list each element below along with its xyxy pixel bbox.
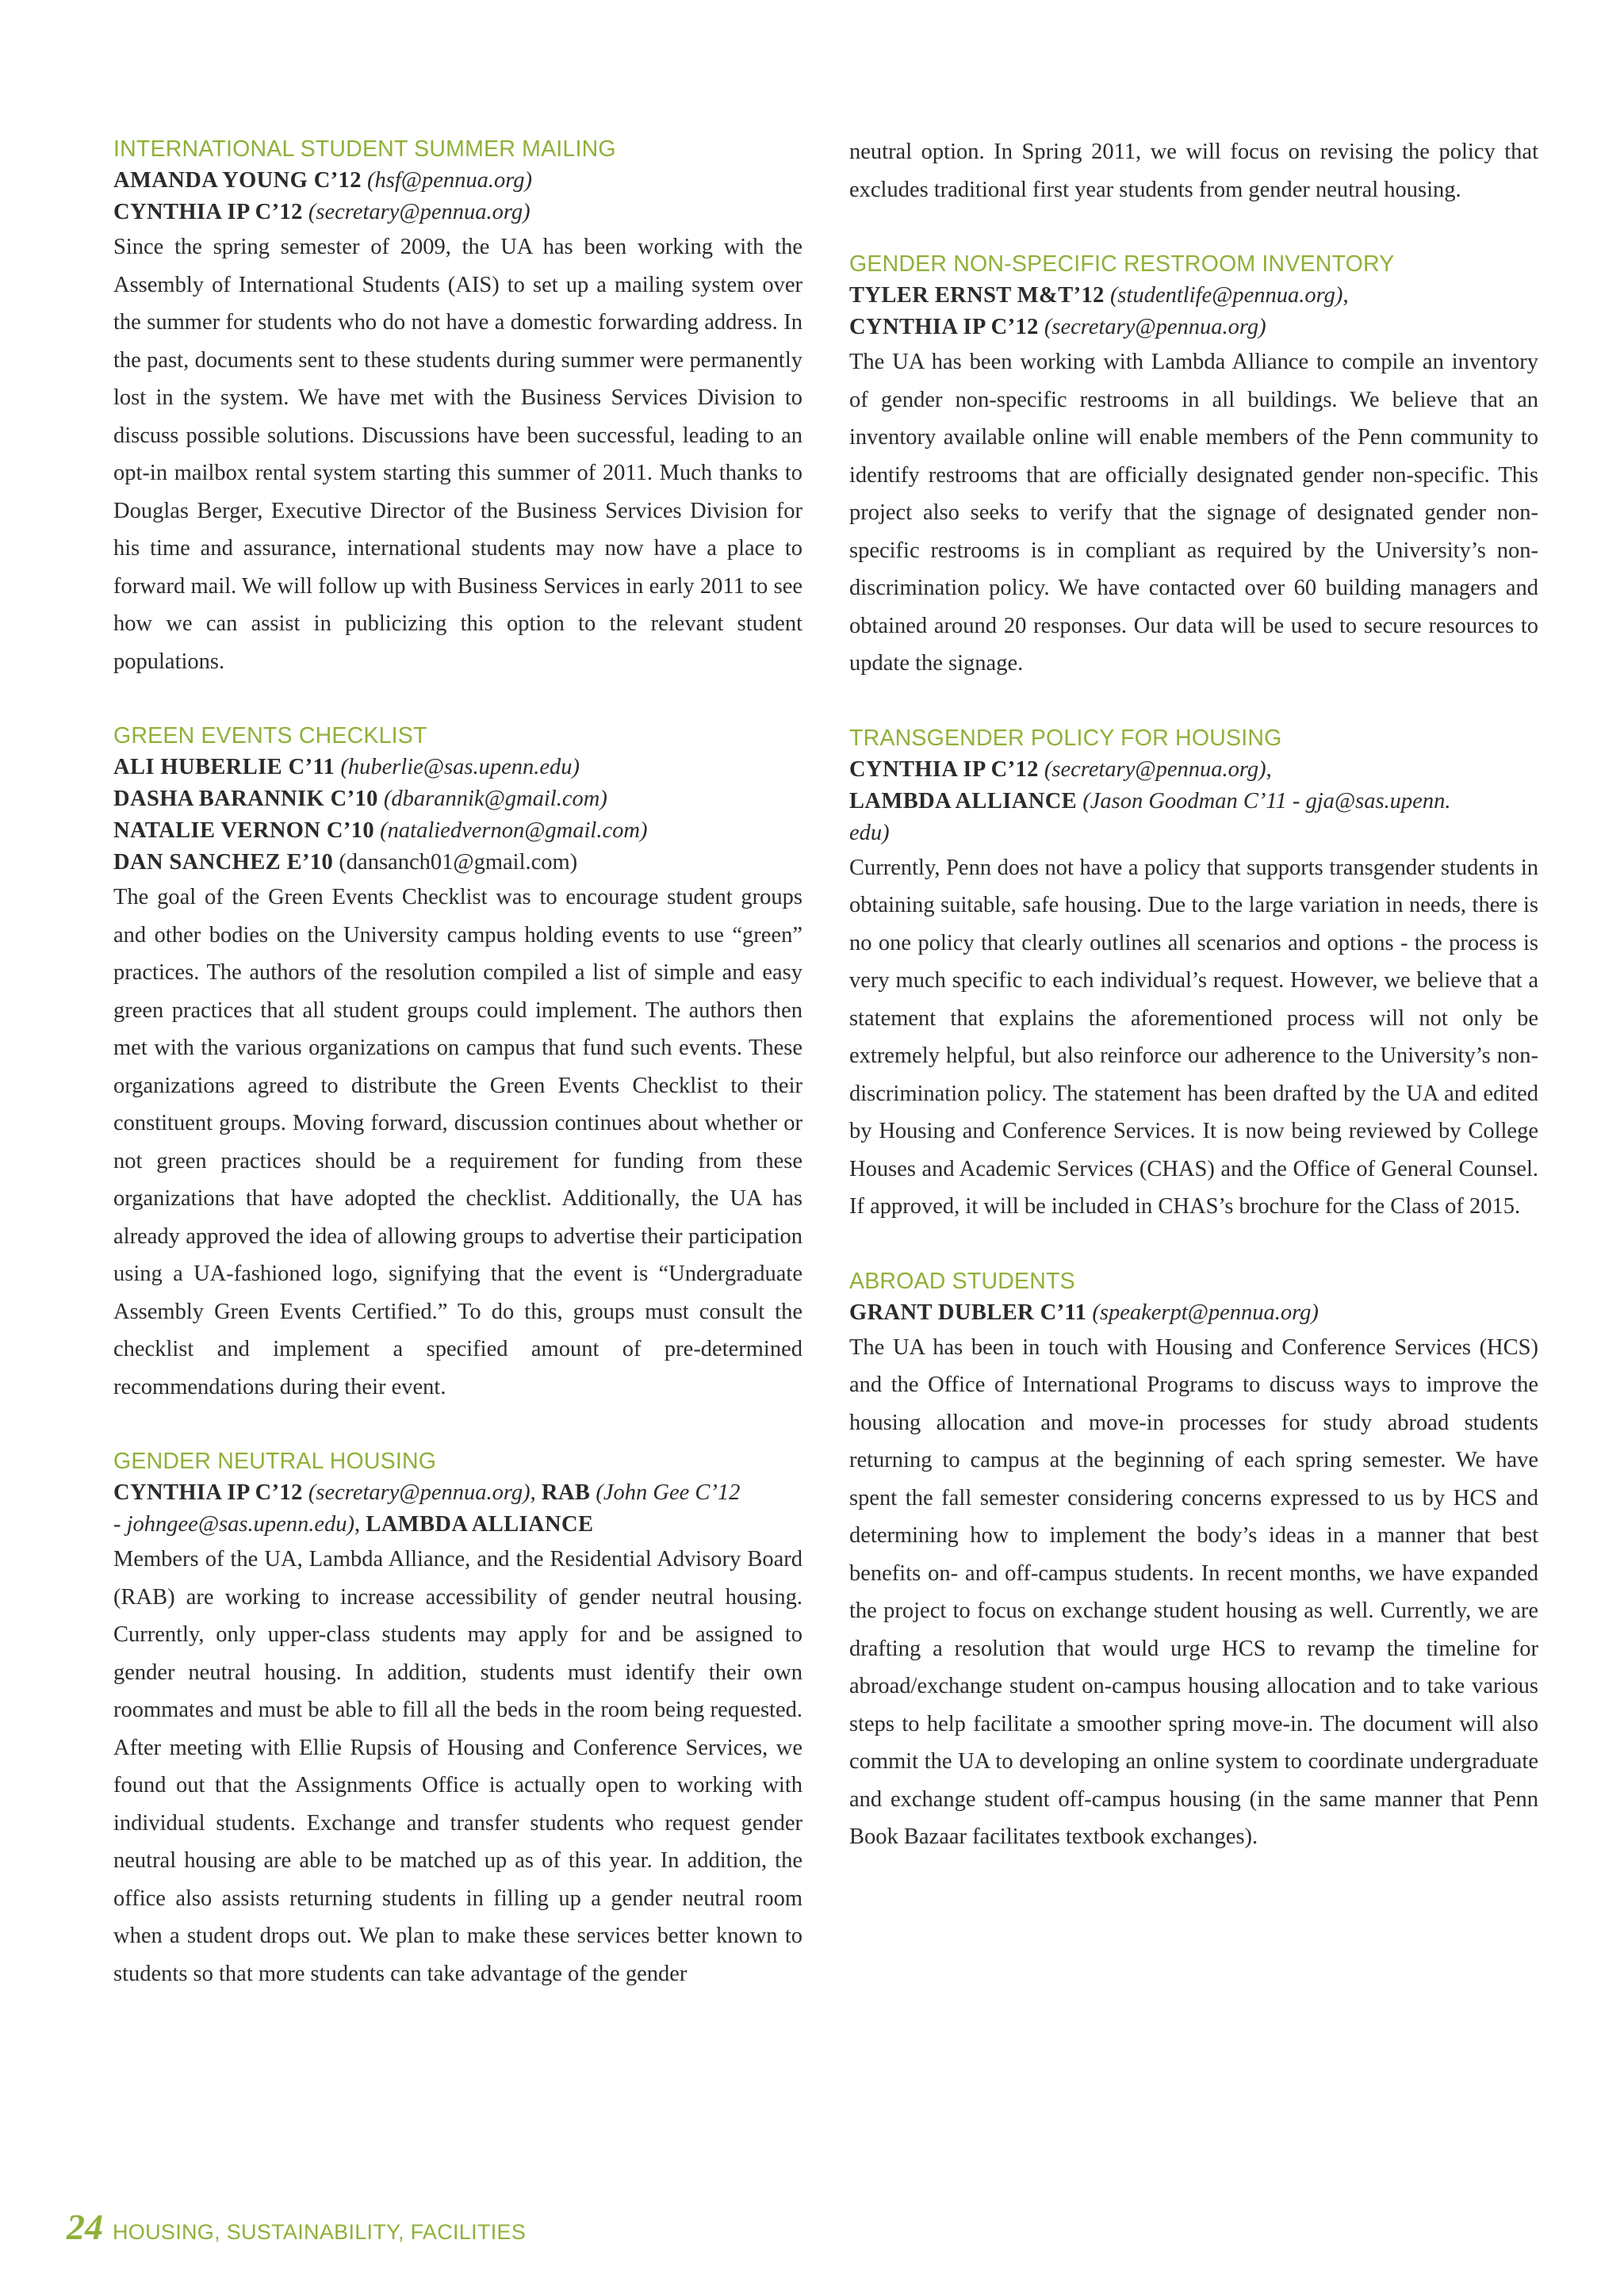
- author-email: (secretary@pennua.org): [308, 1480, 530, 1505]
- author-email: (dansanch01@gmail.com): [339, 850, 578, 875]
- section-heading: GREEN EVENTS CHECKLIST: [113, 723, 427, 748]
- section-transgender-policy: [849, 722, 1538, 1226]
- author-name: LAMBDA ALLIANCE: [366, 1512, 594, 1537]
- right-column: [849, 133, 1538, 1896]
- body-paragraph: neutral option. In Spring 2011, we will focus on revising the policy that excludes traditional first year students from gender neutral housing.: [849, 140, 1538, 202]
- author-line: [113, 1509, 802, 1541]
- separator: ,: [530, 1480, 542, 1505]
- section-heading: ABROAD STUDENTS: [849, 1268, 1075, 1294]
- author-line: [849, 1297, 1538, 1329]
- section-gender-neutral-housing: [113, 1445, 802, 1993]
- author-name: TYLER ERNST M&T’12: [849, 283, 1105, 308]
- body-paragraph: The UA has been in touch with Housing and Conference Services (HCS) and the Office of International Programs to discuss ways to improve the housing allocation and move-in processes for study abroad students returning to campus at the beginning of each spring semester. We have spent the fall semester considering concerns expressed to us by HCS and determining how to implement the body’s ideas in a manner that best benefits on- and off-campus students. In recent months, we have expanded the project to focus on exchange student housing as well. Currently, we are drafting a resolution that would urge HCS to revamp the timeline for abroad/exchange student on-campus housing allocation and to take various steps to help facilitate a smoother spring move-in. The document will also commit the UA to developing an online system to coordinate undergraduate and exchange student off-campus housing (in the same manner that Penn Book Bazaar facilitates textbook exchanges).: [849, 1334, 1538, 1849]
- section-international-mailing: [113, 133, 802, 680]
- author-line: [849, 312, 1538, 343]
- author-line: [113, 197, 802, 228]
- author-name: ALI HUBERLIE C’11: [113, 755, 335, 779]
- section-abroad-students: [849, 1265, 1538, 1856]
- separator: ,: [1342, 283, 1349, 308]
- author-email: (secretary@pennua.org): [1044, 315, 1266, 339]
- section-heading: INTERNATIONAL STUDENT SUMMER MAILING: [113, 136, 616, 162]
- separator: ,: [1266, 756, 1272, 782]
- author-email: (secretary@pennua.org): [308, 200, 530, 224]
- page-footer: [67, 2206, 526, 2245]
- author-email: (hsf@pennua.org): [367, 168, 533, 193]
- separator: ,: [354, 1512, 366, 1537]
- author-name: AMANDA YOUNG C’12: [113, 168, 362, 193]
- author-email: (studentlife@pennua.org): [1109, 283, 1343, 308]
- left-column: [113, 133, 802, 2032]
- author-name: GRANT DUBLER C’11: [849, 1300, 1087, 1325]
- author-line: [113, 847, 802, 879]
- author-email: (speakerpt@pennua.org): [1092, 1300, 1319, 1325]
- author-name: DAN SANCHEZ E’10: [113, 850, 334, 875]
- author-name: CYNTHIA IP C’12: [849, 315, 1039, 339]
- author-detail: (John Gee C’12: [596, 1480, 741, 1505]
- author-line: [113, 165, 802, 197]
- author-name: DASHA BARANNIK C’10: [113, 787, 378, 811]
- body-paragraph: The UA has been working with Lambda Alliance to compile an inventory of gender non-specific restrooms in all buildings. We believe that an inventory available online will enable members of the Penn community to identify restrooms that are officially designated gender non-specific. This project also seeks to verify that the signage of designated gender non-specific restrooms is in compliant as required by the University’s non-discrimination policy. We have contacted over 60 building managers and obtained around 20 responses. Our data will be used to secure resources to update the signage.: [849, 350, 1538, 676]
- author-line: [113, 752, 802, 783]
- author-email: (nataliedvernon@gmail.com): [380, 818, 648, 843]
- body-paragraph: Members of the UA, Lambda Alliance, and the Residential Advisory Board (RAB) are working to increase accessibility of gender neutral housing. Currently, only upper-class students may apply for and be assigned to gender neutral housing. In addition, students must identify their own roommates and must be able to fill all the beds in the room being requested. After meeting with Ellie Rupsis of Housing and Conference Services, we found out that the Assignments Office is actually open to working with individual students. Exchange and transfer students who request gender neutral housing are able to be matched up as of this year. In addition, the office also assists returning students in filling up a gender neutral room when a student drops out. We plan to make these services better known to students so that more students can take advantage of the gender: [113, 1547, 802, 1986]
- author-name: CYNTHIA IP C’12: [849, 756, 1039, 782]
- section-restroom-inventory: [849, 248, 1538, 683]
- continuation-block: [849, 133, 1538, 209]
- author-line: [849, 754, 1538, 786]
- section-heading: TRANSGENDER POLICY FOR HOUSING: [849, 725, 1282, 751]
- author-line: [113, 783, 802, 815]
- author-name: CYNTHIA IP C’12: [113, 1480, 303, 1505]
- body-paragraph: The goal of the Green Events Checklist was to encourage student groups and other bodies on the University campus holding events to use “green” practices. The authors of the resolution compiled a list of simple and easy green practices that all student groups could implement. The authors then met with the various organizations on campus that fund such events. These organizations agreed to distribute the Green Events Checklist to their constituent groups. Moving forward, discussion continues about whether or not green practices should be a requirement for funding from these organizations that have adopted the checklist. Additionally, the UA has already approved the idea of allowing groups to advertise their participation using a UA-fashioned logo, signifying that the event is “Undergraduate Assembly Green Events Certified.” To do this, groups must consult the checklist and implement a specified amount of pre-determined recommendations during their event.: [113, 885, 802, 1399]
- body-paragraph: Since the spring semester of 2009, the UA has been working with the Assembly of International Students (AIS) to set up a mailing system over the summer for students who do not have a domestic forwarding address. In the past, documents sent to these students during summer were permanently lost in the system. We have met with the Business Services Division to discuss possible solutions. Discussions have been successful, leading to an opt-in mailbox rental system starting this summer of 2011. Much thanks to Douglas Berger, Executive Director of the Business Services Division for his time and assurance, international students may now have a place to forward mail. We will follow up with Business Services in early 2011 to see how we can assist in publicizing this option to the relevant student populations.: [113, 235, 802, 674]
- author-name: CYNTHIA IP C’12: [113, 200, 303, 224]
- section-heading: GENDER NEUTRAL HOUSING: [113, 1449, 437, 1474]
- author-line: [113, 815, 802, 847]
- author-line: [849, 280, 1538, 312]
- section-green-events: [113, 720, 802, 1406]
- author-line: [113, 1477, 802, 1509]
- author-line: [849, 786, 1538, 817]
- footer-section-title: HOUSING, SUSTAINABILITY, FACILITIES: [113, 2220, 527, 2244]
- author-name: LAMBDA ALLIANCE: [849, 788, 1078, 814]
- author-email: (dbarannik@gmail.com): [383, 787, 607, 811]
- author-email: (huberlie@sas.upenn.edu): [340, 755, 580, 779]
- page-number: 24: [67, 2207, 103, 2247]
- author-detail: edu): [849, 820, 890, 845]
- author-line: [849, 817, 1538, 849]
- author-detail: (Jason Goodman C’11 - gja@sas.upenn.: [1082, 788, 1451, 814]
- author-detail: - johngee@sas.upenn.edu): [113, 1512, 355, 1537]
- section-heading: GENDER NON-SPECIFIC RESTROOM INVENTORY: [849, 251, 1395, 277]
- body-paragraph: Currently, Penn does not have a policy that supports transgender students in obtaining suitable, safe housing. Due to the large variation in needs, there is no one policy that clearly outlines all scenarios and options - the process is very much specific to each individual’s request. However, we believe that a statement that explains the aforementioned process will not only be extremely helpful, but also reinforce our adherence to the University’s non-discrimination policy. The statement has been drafted by the UA and edited by Housing and Conference Services. It is now being reviewed by College Houses and Academic Services (CHAS) and the Office of General Counsel. If approved, it will be included in CHAS’s brochure for the Class of 2015.: [849, 855, 1538, 1219]
- author-name: NATALIE VERNON C’10: [113, 818, 375, 843]
- author-name: RAB: [541, 1480, 591, 1505]
- author-email: (secretary@pennua.org): [1044, 756, 1266, 782]
